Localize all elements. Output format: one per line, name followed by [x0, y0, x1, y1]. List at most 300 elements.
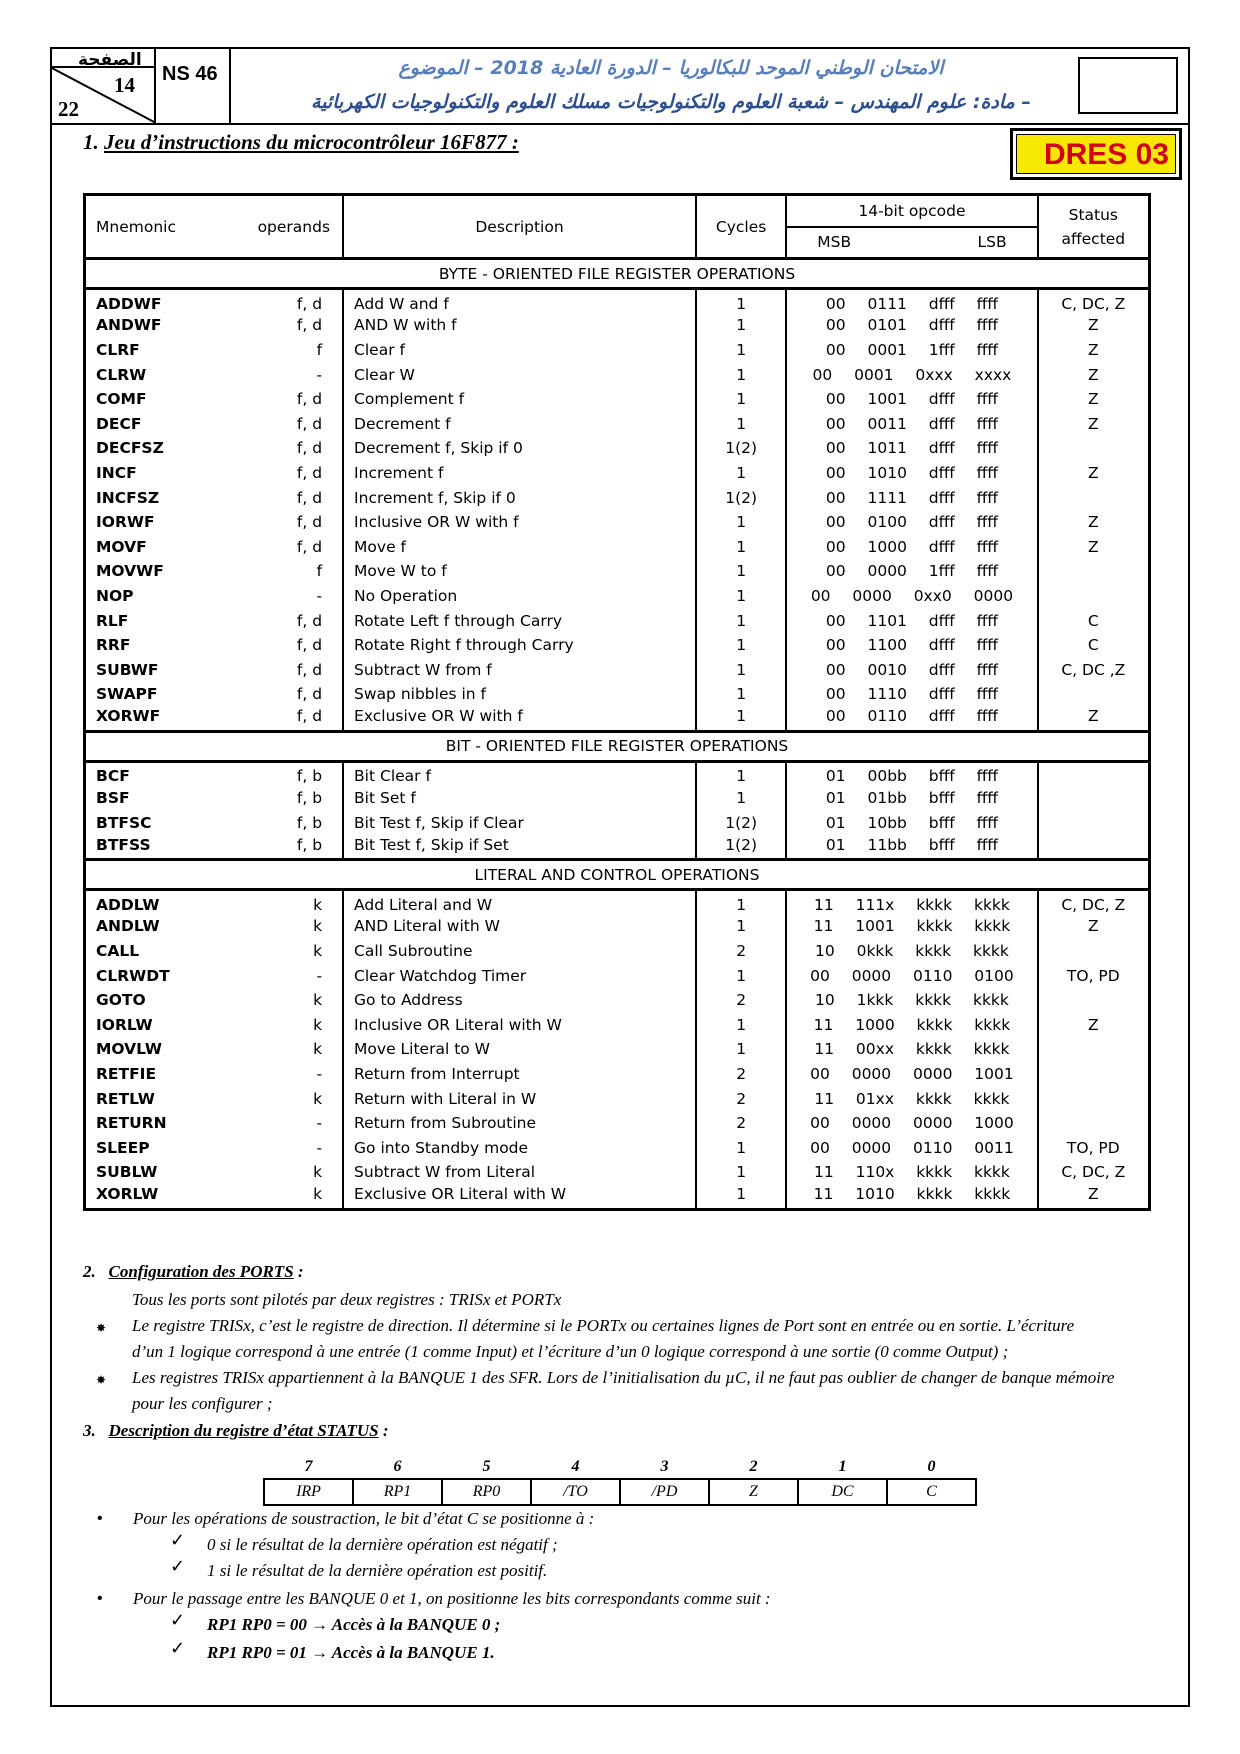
cycles-cell: 1 [696, 657, 786, 682]
section-header-label: BYTE - ORIENTED FILE REGISTER OPERATIONS [85, 259, 1150, 289]
status-cell: Z [1038, 313, 1150, 338]
status-bit-number: 7 [304, 1457, 313, 1475]
status-cell: TO, PD [1038, 963, 1150, 988]
operands-cell: k [199, 988, 343, 1013]
section-header-row [85, 731, 1150, 761]
dres-badge [1010, 128, 1182, 180]
operands-cell: f, d [199, 411, 343, 436]
description-cell: Move W to f [343, 559, 696, 584]
operands-cell: - [199, 1136, 343, 1161]
opcode-cell: 00 1000 dfff ffff [786, 534, 1037, 559]
mnemonic-cell: BCF [85, 761, 200, 786]
operands-cell: f, d [199, 485, 343, 510]
description-cell: Clear f [343, 338, 696, 363]
table-row [85, 387, 1150, 412]
mnemonic-cell: SLEEP [85, 1136, 200, 1161]
description-cell: Return from Subroutine [343, 1111, 696, 1136]
check-icon: ✓ [170, 1530, 186, 1550]
opcode-cell: 00 1111 dfff ffff [786, 485, 1037, 510]
table-header-row [85, 195, 1150, 227]
operands-cell: f, d [199, 633, 343, 658]
status-cell [1038, 988, 1150, 1013]
opcode-cell: 11 00xx kkkk kkkk [786, 1037, 1037, 1062]
table-row [85, 1086, 1150, 1111]
status-cell [1038, 436, 1150, 461]
section3-bullet2: Pour le passage entre les BANQUE 0 et 1, on positionne les bits correspondants comme suit : [133, 1589, 771, 1608]
page-number-box [50, 47, 156, 123]
operands-cell: k [199, 914, 343, 939]
description-cell: Subtract W from f [343, 657, 696, 682]
header-operands: operands [199, 195, 343, 259]
description-cell: Return with Literal in W [343, 1086, 696, 1111]
mnemonic-cell: SWAPF [85, 682, 200, 707]
description-cell: Return from Interrupt [343, 1062, 696, 1087]
section3-text: Description du registre d’état STATUS [108, 1421, 379, 1440]
mnemonic-cell: DECF [85, 411, 200, 436]
section2-bullet1-line1: Le registre TRISx, c’est le registre de direction. Il détermine si le PORTx ou certaines lignes de Port sont en entrée ou en sortie. L’écriture [132, 1316, 1075, 1335]
opcode-cell: 00 1100 dfff ffff [786, 633, 1037, 658]
operands-cell: f, d [199, 387, 343, 412]
opcode-cell: 01 01bb bfff ffff [786, 786, 1037, 811]
status-cell [1038, 485, 1150, 510]
cycles-cell: 1 [696, 608, 786, 633]
section3-number: 3. [83, 1421, 96, 1440]
opcode-cell: 10 1kkk kkkk kkkk [786, 988, 1037, 1013]
description-cell: Go into Standby mode [343, 1136, 696, 1161]
cycles-cell: 1 [696, 786, 786, 811]
description-cell: Subtract W from Literal [343, 1160, 696, 1185]
description-cell: Add Literal and W [343, 890, 696, 915]
status-cell [1038, 682, 1150, 707]
dot-bullet-icon: • [97, 1590, 103, 1607]
opcode-cell: 00 1101 dfff ffff [786, 608, 1037, 633]
section3-colon: : [378, 1421, 389, 1440]
check-icon: ✓ [170, 1610, 186, 1630]
cycles-cell: 1 [696, 510, 786, 535]
description-cell: AND W with f [343, 313, 696, 338]
operands-cell: f, d [199, 657, 343, 682]
opcode-cell: 00 0010 dfff ffff [786, 657, 1037, 682]
section-header-group [85, 259, 1150, 289]
status-cell: TO, PD [1038, 1136, 1150, 1161]
operands-cell: f, d [199, 289, 343, 314]
exam-code: NS 46 [156, 47, 231, 123]
operands-cell: - [199, 1062, 343, 1087]
operands-cell: f, d [199, 534, 343, 559]
section3-bullet2-check1: RP1 RP0 = 00 → Accès à la BANQUE 0 ; [207, 1615, 501, 1634]
cycles-cell: 1 [696, 461, 786, 486]
status-bit-name: RP0 [442, 1479, 531, 1505]
cycles-cell: 1 [696, 682, 786, 707]
header-msb: MSB [817, 233, 852, 252]
description-cell: Rotate Left f through Carry [343, 608, 696, 633]
opcode-cell: 01 00bb bfff ffff [786, 761, 1037, 786]
status-bit-number: 4 [571, 1457, 580, 1475]
status-bit-names [264, 1479, 976, 1505]
opcode-cell: 00 1010 dfff ffff [786, 461, 1037, 486]
opcode-cell: 00 1001 dfff ffff [786, 387, 1037, 412]
page-current: 14 [114, 73, 135, 97]
section1-text: Jeu d’instructions du microcontrôleur 16F877 : [104, 130, 519, 154]
operands-cell: f, d [199, 682, 343, 707]
operands-cell: - [199, 963, 343, 988]
status-bit-number: 6 [393, 1457, 402, 1475]
star-bullet-icon: ✸ [96, 1321, 107, 1335]
dres-badge-label: DRES 03 [1016, 134, 1176, 174]
operands-cell: k [199, 1086, 343, 1111]
table-row [85, 485, 1150, 510]
opcode-cell: 00 0111 dfff ffff [786, 289, 1037, 314]
description-cell: Add W and f [343, 289, 696, 314]
status-cell [1038, 810, 1150, 835]
mnemonic-cell: ANDWF [85, 313, 200, 338]
status-cell [1038, 761, 1150, 786]
operands-cell: f, d [199, 510, 343, 535]
cycles-cell: 1(2) [696, 436, 786, 461]
opcode-cell: 00 0000 0xx0 0000 [786, 584, 1037, 609]
cycles-cell: 2 [696, 939, 786, 964]
cycles-cell: 1(2) [696, 810, 786, 835]
status-bit-name: RP1 [353, 1479, 442, 1505]
mnemonic-cell: DECFSZ [85, 436, 200, 461]
description-cell: Bit Set f [343, 786, 696, 811]
cycles-cell: 1 [696, 1185, 786, 1210]
status-register-table [263, 1455, 977, 1506]
table-row [85, 963, 1150, 988]
check-icon: ✓ [170, 1556, 186, 1576]
mnemonic-cell: ADDWF [85, 289, 200, 314]
table-row [85, 707, 1150, 732]
cycles-cell: 1 [696, 362, 786, 387]
status-bit-name: C [887, 1479, 976, 1505]
cycles-cell: 1(2) [696, 835, 786, 860]
cycles-cell: 1 [696, 914, 786, 939]
opcode-cell: 00 0000 0000 1001 [786, 1062, 1037, 1087]
status-bit-name: /PD [620, 1479, 709, 1505]
instruction-group [85, 761, 1150, 859]
opcode-cell: 11 111x kkkk kkkk [786, 890, 1037, 915]
opcode-cell: 00 0001 0xxx xxxx [786, 362, 1037, 387]
mnemonic-cell: RRF [85, 633, 200, 658]
mnemonic-cell: XORLW [85, 1185, 200, 1210]
table-row [85, 510, 1150, 535]
description-cell: Exclusive OR Literal with W [343, 1185, 696, 1210]
operands-cell: k [199, 890, 343, 915]
section3-bullet1-check1: 0 si le résultat de la dernière opération est négatif ; [207, 1535, 558, 1554]
operands-cell: k [199, 939, 343, 964]
opcode-cell: 11 1000 kkkk kkkk [786, 1013, 1037, 1038]
table-row [85, 914, 1150, 939]
mnemonic-cell: CLRF [85, 338, 200, 363]
opcode-cell: 00 0000 1fff ffff [786, 559, 1037, 584]
status-cell [1038, 1037, 1150, 1062]
status-cell: Z [1038, 1185, 1150, 1210]
status-cell: C, DC, Z [1038, 289, 1150, 314]
section1-number: 1. [83, 130, 99, 154]
status-cell: Z [1038, 411, 1150, 436]
opcode-cell: 00 0011 dfff ffff [786, 411, 1037, 436]
opcode-cell: 00 0000 0110 0011 [786, 1136, 1037, 1161]
status-bit-name: /TO [531, 1479, 620, 1505]
operands-cell: f, b [199, 786, 343, 811]
table-row [85, 338, 1150, 363]
mnemonic-cell: RETURN [85, 1111, 200, 1136]
mnemonic-cell: SUBLW [85, 1160, 200, 1185]
exam-title-line2: – مادة: علوم المهندس – شعبة العلوم والتكنولوجيات مسلك العلوم والتكنولوجيات الكهربائية [311, 91, 1031, 113]
status-bit-name: DC [798, 1479, 887, 1505]
operands-cell: k [199, 1160, 343, 1185]
table-row [85, 461, 1150, 486]
opcode-cell: 11 1010 kkkk kkkk [786, 1185, 1037, 1210]
table-row [85, 835, 1150, 860]
table-row [85, 534, 1150, 559]
opcode-cell: 00 0000 0110 0100 [786, 963, 1037, 988]
mnemonic-cell: MOVF [85, 534, 200, 559]
operands-cell: f [199, 559, 343, 584]
header-msb-lsb [786, 227, 1037, 259]
table-row [85, 1037, 1150, 1062]
table-row [85, 1160, 1150, 1185]
opcode-cell: 11 1001 kkkk kkkk [786, 914, 1037, 939]
description-cell: Rotate Right f through Carry [343, 633, 696, 658]
section2-bullet1-line2: d’un 1 logique correspond à une entrée (1 comme Input) et l’écriture d’un 0 logique correspond à une sortie (0 comme Output) ; [132, 1342, 1009, 1361]
cycles-cell: 1 [696, 1136, 786, 1161]
cycles-cell: 1 [696, 313, 786, 338]
description-cell: Call Subroutine [343, 939, 696, 964]
table-row [85, 362, 1150, 387]
header-cycles: Cycles [696, 195, 786, 259]
description-cell: Complement f [343, 387, 696, 412]
section-header-group [85, 731, 1150, 761]
section2-title [83, 1262, 304, 1282]
mnemonic-cell: INCF [85, 461, 200, 486]
header-status: Status affected [1038, 195, 1150, 259]
status-cell: C, DC, Z [1038, 890, 1150, 915]
table-row [85, 810, 1150, 835]
status-cell [1038, 559, 1150, 584]
status-cell: Z [1038, 387, 1150, 412]
operands-cell: k [199, 1013, 343, 1038]
mnemonic-cell: ANDLW [85, 914, 200, 939]
cycles-cell: 1 [696, 1013, 786, 1038]
header-opcode: 14-bit opcode [786, 195, 1037, 227]
description-cell: Move f [343, 534, 696, 559]
status-cell: Z [1038, 1013, 1150, 1038]
mnemonic-cell: INCFSZ [85, 485, 200, 510]
table-row [85, 313, 1150, 338]
cycles-cell: 1 [696, 411, 786, 436]
mnemonic-cell: BSF [85, 786, 200, 811]
opcode-cell: 00 1110 dfff ffff [786, 682, 1037, 707]
exam-title-line1: الامتحان الوطني الموحد للبكالوريا – الدورة العادية 2018 – الموضوع [398, 57, 944, 79]
cycles-cell: 1 [696, 584, 786, 609]
opcode-cell: 01 10bb bfff ffff [786, 810, 1037, 835]
section3-bullet1-check2: 1 si le résultat de la dernière opération est positif. [207, 1561, 548, 1580]
opcode-cell: 01 11bb bfff ffff [786, 835, 1037, 860]
cycles-cell: 1 [696, 761, 786, 786]
mnemonic-cell: CLRW [85, 362, 200, 387]
status-cell [1038, 584, 1150, 609]
description-cell: Decrement f, Skip if 0 [343, 436, 696, 461]
description-cell: AND Literal with W [343, 914, 696, 939]
description-cell: Swap nibbles in f [343, 682, 696, 707]
table-row [85, 939, 1150, 964]
table-row [85, 559, 1150, 584]
mnemonic-cell: MOVLW [85, 1037, 200, 1062]
description-cell: Bit Test f, Skip if Clear [343, 810, 696, 835]
header-lsb: LSB [977, 233, 1007, 252]
cycles-cell: 1 [696, 707, 786, 732]
status-bit-number: 3 [660, 1457, 669, 1475]
cycles-cell: 1 [696, 289, 786, 314]
exam-header [50, 47, 1190, 125]
status-cell: Z [1038, 534, 1150, 559]
status-cell: Z [1038, 914, 1150, 939]
table-row [85, 657, 1150, 682]
cycles-cell: 1 [696, 534, 786, 559]
operands-cell: - [199, 1111, 343, 1136]
status-cell: Z [1038, 510, 1150, 535]
opcode-cell: 00 0001 1fff ffff [786, 338, 1037, 363]
status-cell: Z [1038, 338, 1150, 363]
dot-bullet-icon: • [97, 1510, 103, 1527]
section2-colon: : [293, 1262, 304, 1281]
section2-text: Configuration des PORTS [108, 1262, 294, 1281]
description-cell: Decrement f [343, 411, 696, 436]
page-total: 22 [58, 97, 79, 121]
opcode-cell: 00 0101 dfff ffff [786, 313, 1037, 338]
operands-cell: f, b [199, 810, 343, 835]
mnemonic-cell: IORWF [85, 510, 200, 535]
status-cell: C, DC ,Z [1038, 657, 1150, 682]
description-cell: Clear Watchdog Timer [343, 963, 696, 988]
page-label: الصفحة [78, 50, 142, 70]
operands-cell: f, d [199, 436, 343, 461]
table-row [85, 890, 1150, 915]
blank-box [1078, 57, 1178, 114]
status-bit-number: 0 [927, 1457, 936, 1475]
exam-title [240, 51, 1102, 119]
cycles-cell: 1 [696, 338, 786, 363]
section-header-label: BIT - ORIENTED FILE REGISTER OPERATIONS [85, 731, 1150, 761]
status-cell [1038, 835, 1150, 860]
header-mnemonic: Mnemonic [85, 195, 200, 259]
section3-bullet2-check2: RP1 RP0 = 01 → Accès à la BANQUE 1. [207, 1643, 495, 1662]
status-cell: C, DC, Z [1038, 1160, 1150, 1185]
description-cell: Increment f, Skip if 0 [343, 485, 696, 510]
description-cell: No Operation [343, 584, 696, 609]
description-cell: Exclusive OR W with f [343, 707, 696, 732]
mnemonic-cell: XORWF [85, 707, 200, 732]
cycles-cell: 1 [696, 1160, 786, 1185]
status-bit-number: 5 [482, 1457, 491, 1475]
operands-cell: f, d [199, 707, 343, 732]
opcode-cell: 00 0100 dfff ffff [786, 510, 1037, 535]
opcode-cell: 11 110x kkkk kkkk [786, 1160, 1037, 1185]
description-cell: Move Literal to W [343, 1037, 696, 1062]
mnemonic-cell: RLF [85, 608, 200, 633]
mnemonic-cell: BTFSC [85, 810, 200, 835]
section2-intro: Tous les ports sont pilotés par deux registres : TRISx et PORTx [132, 1290, 562, 1309]
status-bit-name: IRP [264, 1479, 353, 1505]
status-cell [1038, 1062, 1150, 1087]
section-header-label: LITERAL AND CONTROL OPERATIONS [85, 860, 1150, 890]
status-cell: C [1038, 608, 1150, 633]
section2-number: 2. [83, 1262, 96, 1281]
mnemonic-cell: GOTO [85, 988, 200, 1013]
table-row [85, 289, 1150, 314]
operands-cell: - [199, 362, 343, 387]
table-row [85, 1185, 1150, 1210]
status-cell: C [1038, 633, 1150, 658]
opcode-cell: 11 01xx kkkk kkkk [786, 1086, 1037, 1111]
section2-bullet2-line1: Les registres TRISx appartiennent à la BANQUE 1 des SFR. Lors de l’initialisation du µC, il ne faut pas oublier de changer de banque mémoire [132, 1368, 1115, 1387]
mnemonic-cell: RETLW [85, 1086, 200, 1111]
opcode-cell: 00 0000 0000 1000 [786, 1111, 1037, 1136]
star-bullet-icon: ✸ [96, 1373, 107, 1387]
cycles-cell: 2 [696, 1111, 786, 1136]
section3-title [83, 1421, 389, 1441]
table-row [85, 608, 1150, 633]
table-row [85, 682, 1150, 707]
description-cell: Go to Address [343, 988, 696, 1013]
table-row [85, 1013, 1150, 1038]
instruction-group [85, 890, 1150, 1210]
table-row [85, 761, 1150, 786]
table-row [85, 436, 1150, 461]
table-row [85, 1136, 1150, 1161]
status-cell: Z [1038, 707, 1150, 732]
status-cell [1038, 786, 1150, 811]
operands-cell: f, d [199, 313, 343, 338]
instruction-set-table [83, 193, 1151, 1211]
cycles-cell: 1 [696, 633, 786, 658]
table-row [85, 633, 1150, 658]
cycles-cell: 1 [696, 559, 786, 584]
operands-cell: f, d [199, 461, 343, 486]
mnemonic-cell: CALL [85, 939, 200, 964]
table-row [85, 988, 1150, 1013]
description-cell: Inclusive OR Literal with W [343, 1013, 696, 1038]
table-row [85, 411, 1150, 436]
table-row [85, 584, 1150, 609]
section-header-group [85, 860, 1150, 890]
opcode-cell: 00 1011 dfff ffff [786, 436, 1037, 461]
status-bit-number: 2 [749, 1457, 758, 1475]
mnemonic-cell: ADDLW [85, 890, 200, 915]
mnemonic-cell: IORLW [85, 1013, 200, 1038]
section3-bullet1: Pour les opérations de soustraction, le bit d’état C se positionne à : [133, 1509, 595, 1528]
description-cell: Bit Test f, Skip if Set [343, 835, 696, 860]
cycles-cell: 1 [696, 1037, 786, 1062]
table-row [85, 1111, 1150, 1136]
status-bit-number: 1 [838, 1457, 847, 1475]
section2-bullet2-line2: pour les configurer ; [132, 1394, 273, 1413]
cycles-cell: 2 [696, 988, 786, 1013]
status-cell: Z [1038, 362, 1150, 387]
header-description: Description [343, 195, 696, 259]
table-row [85, 786, 1150, 811]
operands-cell: k [199, 1037, 343, 1062]
mnemonic-cell: SUBWF [85, 657, 200, 682]
cycles-cell: 1 [696, 387, 786, 412]
table-row [85, 1062, 1150, 1087]
operands-cell: f, d [199, 608, 343, 633]
mnemonic-cell: COMF [85, 387, 200, 412]
mnemonic-cell: NOP [85, 584, 200, 609]
status-bit-name: Z [709, 1479, 798, 1505]
section-header-row [85, 860, 1150, 890]
